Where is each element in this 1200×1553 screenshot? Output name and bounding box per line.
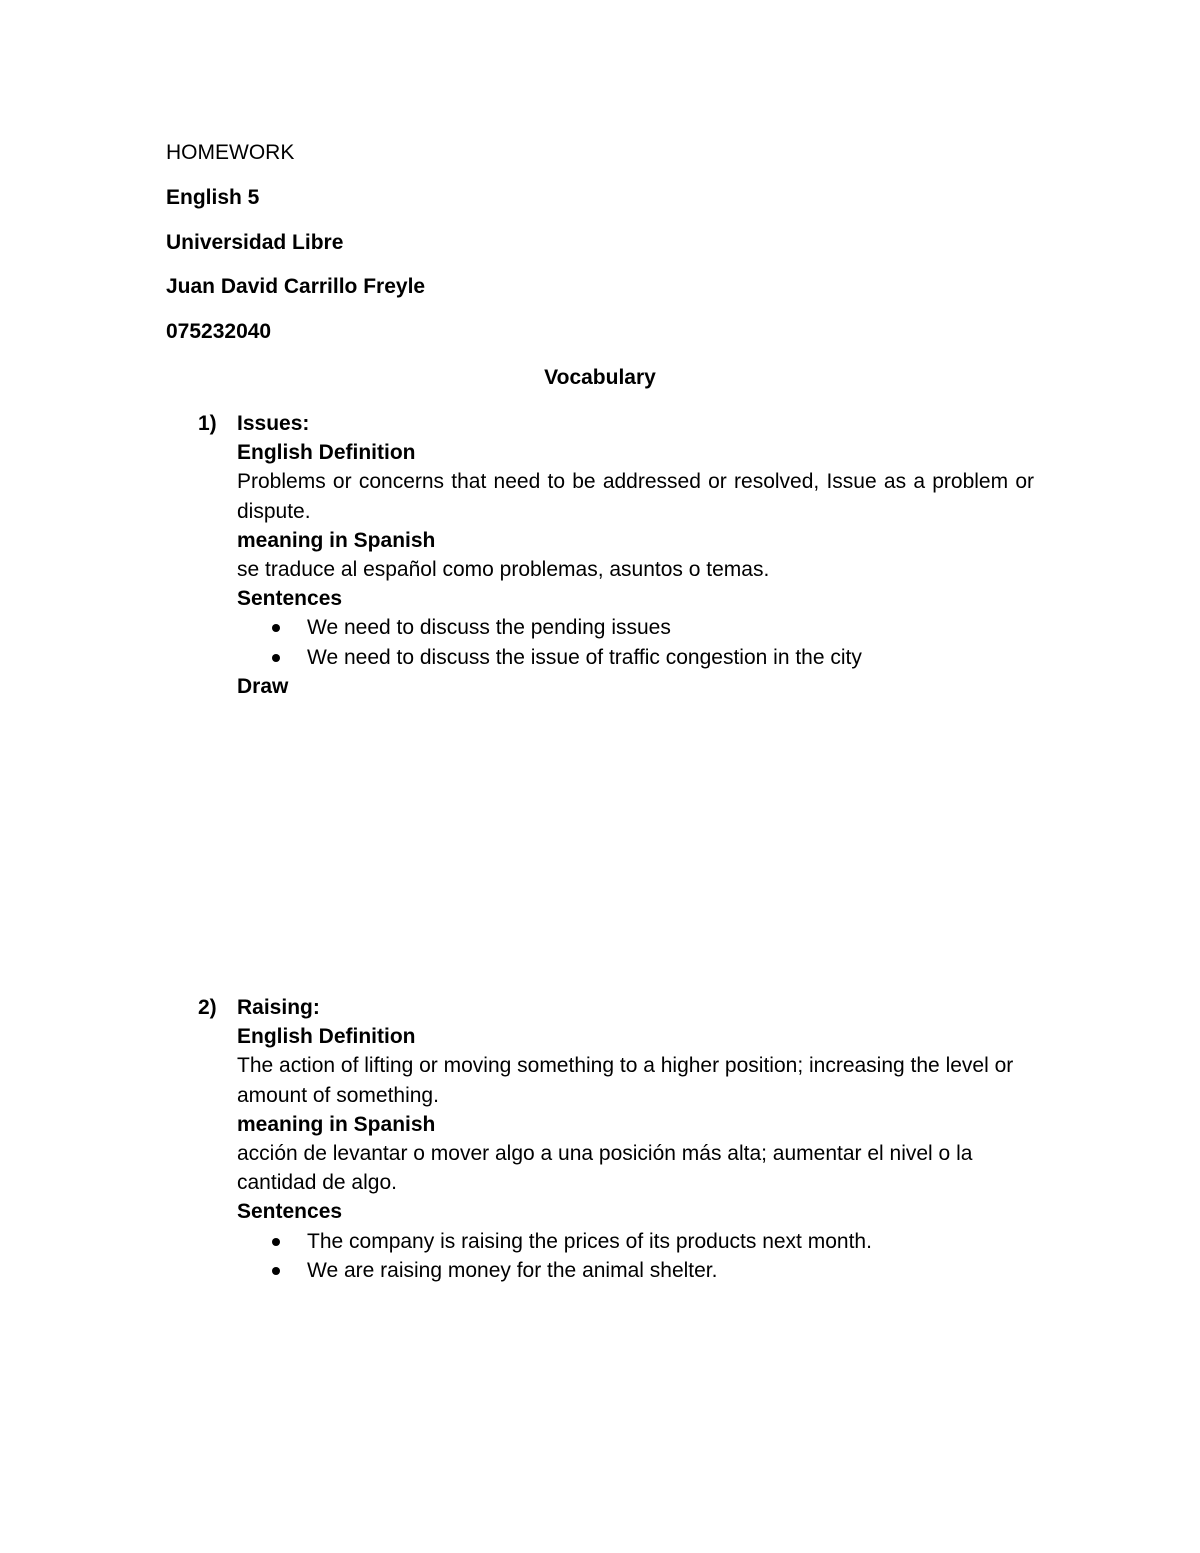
sentences-label: Sentences [237,1200,343,1224]
vocab-term: Issues: [237,412,310,435]
sentence-list [237,613,1034,671]
draw-label: Draw [237,674,289,698]
bullet-icon [272,654,280,662]
sentence-text: We need to discuss the issue of traffic congestion in the city [307,645,862,669]
item-number: 1) [198,412,217,435]
list-item [237,613,1034,642]
bullet-icon [272,1238,280,1246]
student-name: Juan David Carrillo Freyle [166,275,426,298]
item-body [237,409,1034,701]
english-definition-label: English Definition [237,441,416,465]
bullet-icon [272,1267,280,1275]
spanish-meaning-label: meaning in Spanish [237,1112,436,1136]
english-definition: Problems or concerns that need to be addressed or resolved, Issue as a problem or dispute. [237,470,1034,523]
list-item [237,1256,1034,1285]
spanish-meaning: acción de levantar o mover algo a una posición más alta; aumentar el nivel o la cantidad de algo. [237,1142,973,1195]
sentence-list [237,1227,1034,1285]
section-title: Vocabulary [544,366,656,389]
sentence-text: We need to discuss the pending issues [307,616,671,640]
student-id: 075232040 [166,320,272,343]
english-definition-label: English Definition [237,1025,416,1049]
list-item [237,643,1034,672]
spanish-meaning-label: meaning in Spanish [237,528,436,552]
sentence-text: We are raising money for the animal shelter. [307,1258,718,1282]
course-name: English 5 [166,186,260,209]
vocab-term: Raising: [237,996,320,1019]
item-number: 2) [198,996,217,1019]
item-body [237,993,1034,1285]
homework-title: HOMEWORK [166,141,295,164]
sentences-label: Sentences [237,587,343,611]
spanish-meaning: se traduce al español como problemas, asuntos o temas. [237,558,770,582]
list-item [237,1227,1034,1256]
english-definition: The action of lifting or moving something to a higher position; increasing the level or amount of something. [237,1054,1014,1107]
sentence-text: The company is raising the prices of its products next month. [307,1229,872,1253]
bullet-icon [272,624,280,632]
university-name: Universidad Libre [166,231,344,254]
